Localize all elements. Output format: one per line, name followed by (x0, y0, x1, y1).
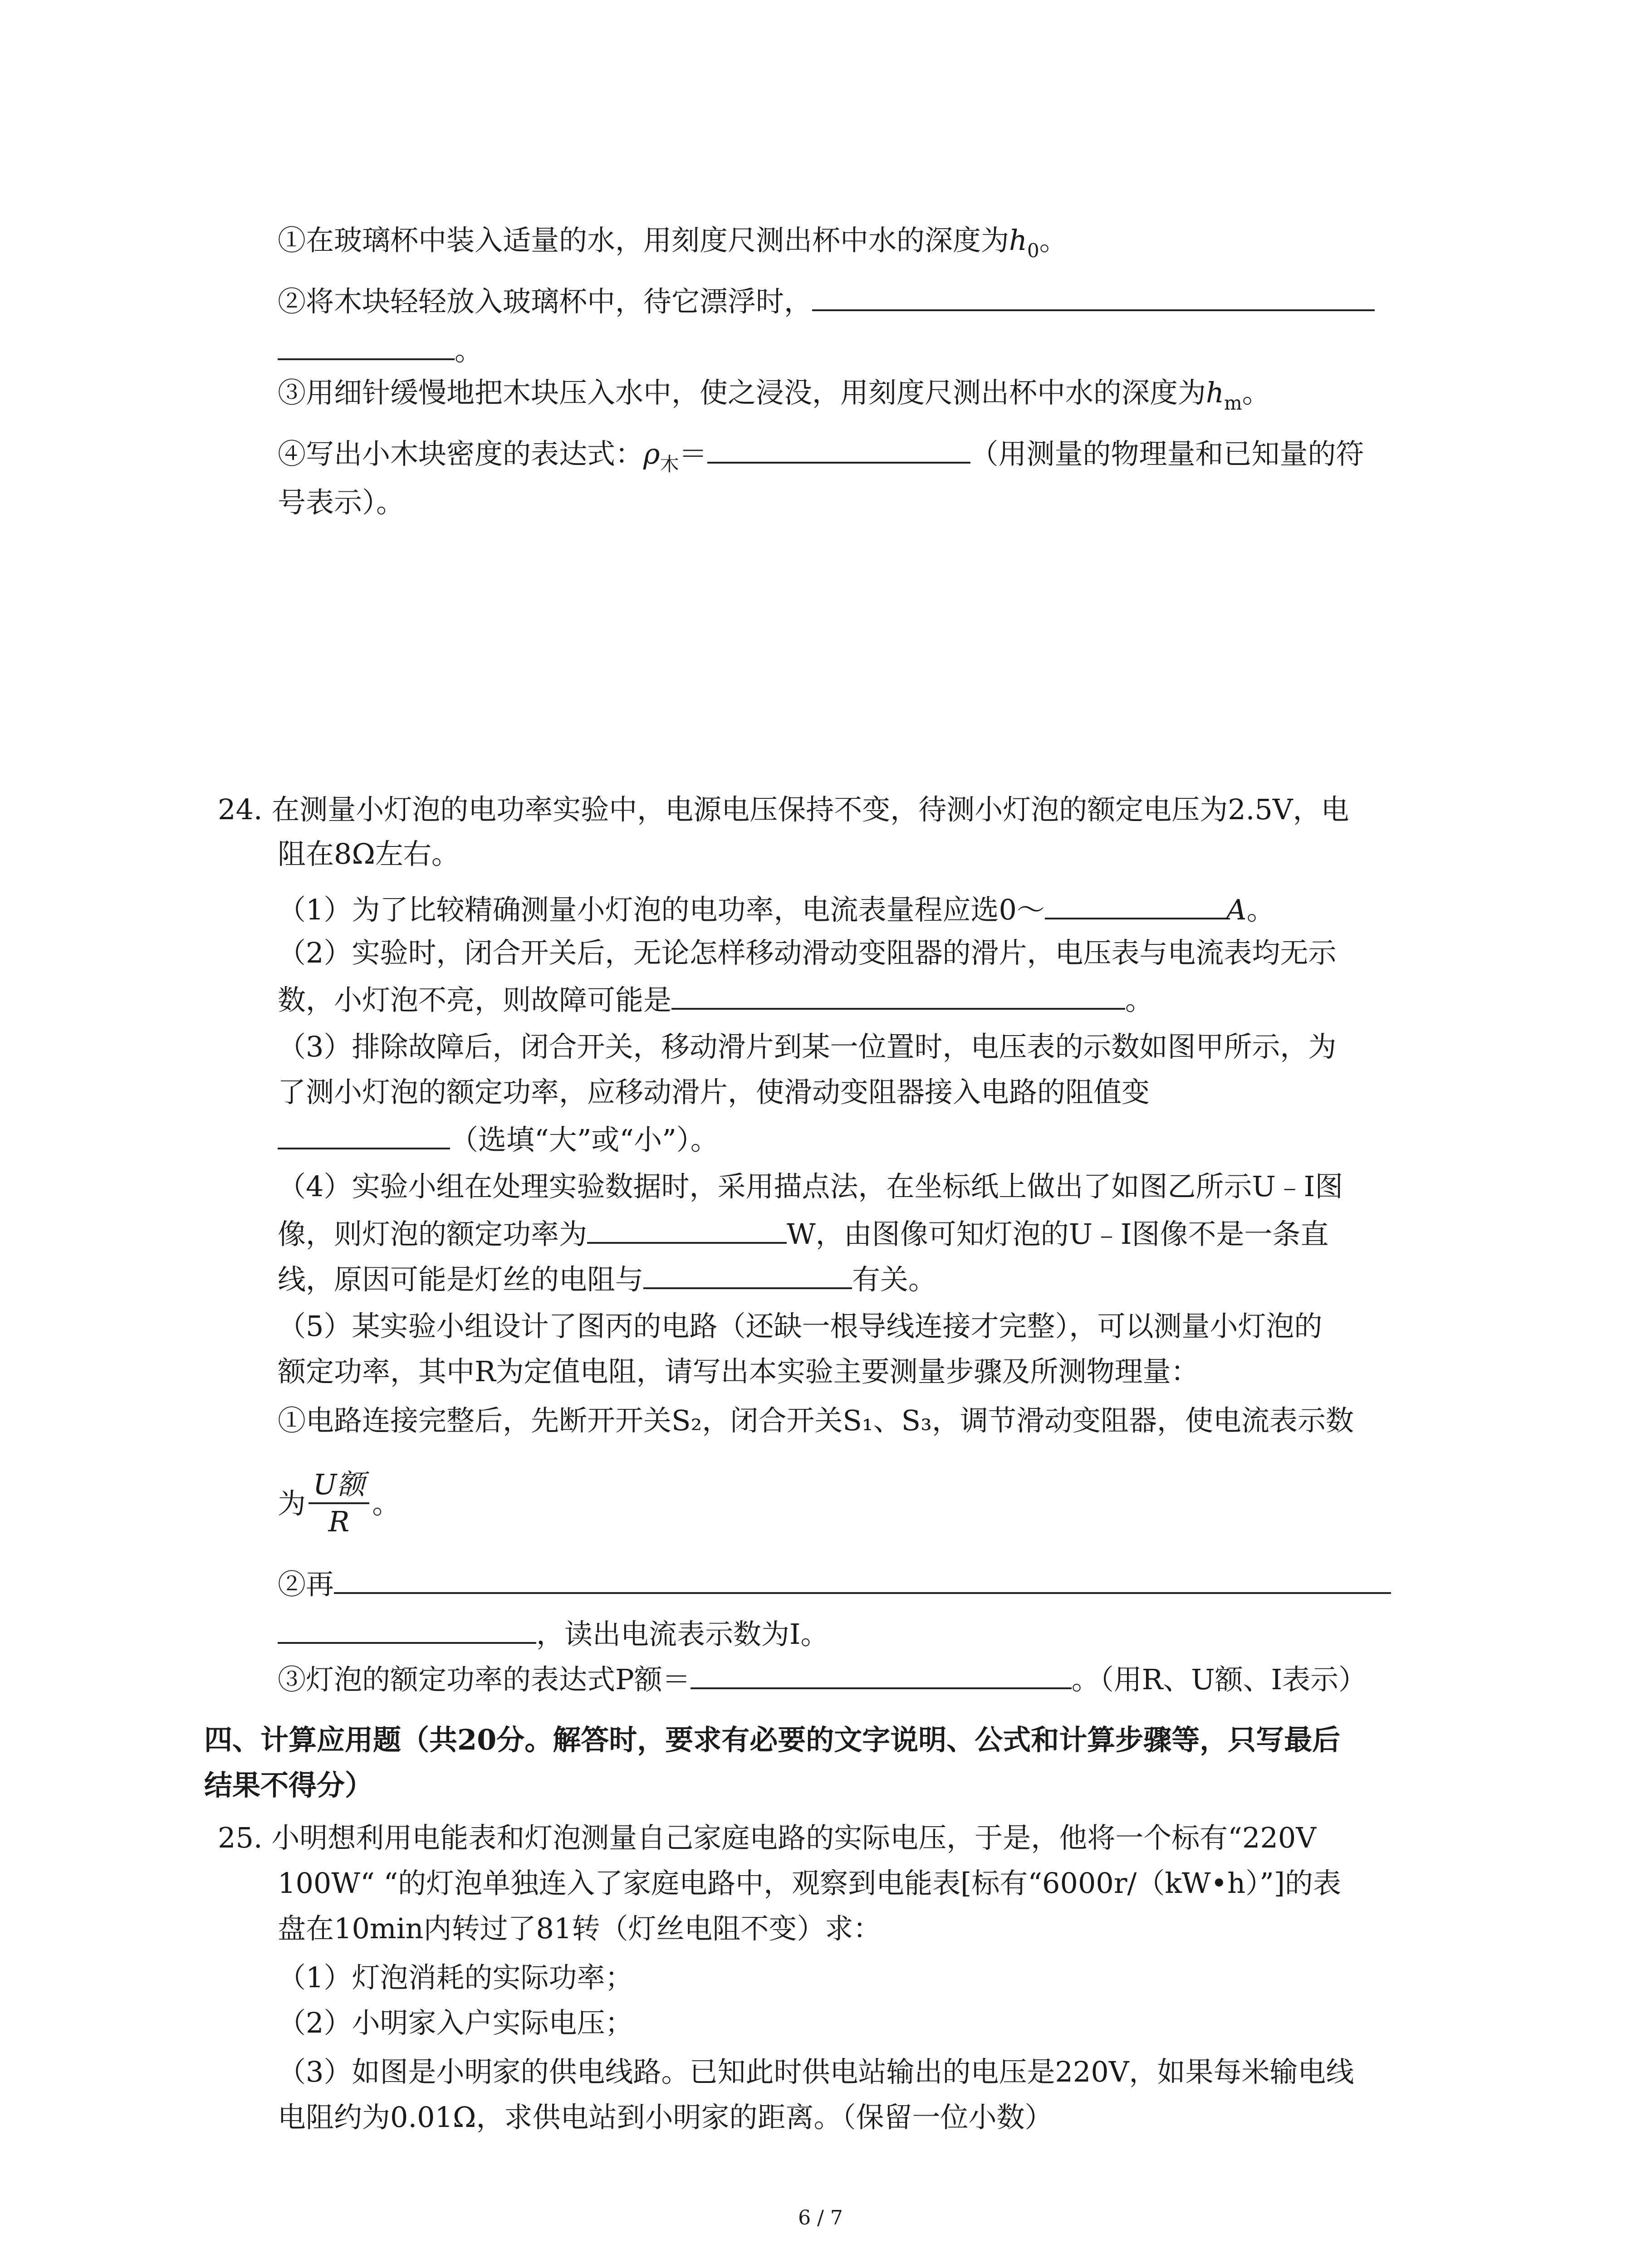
q24-part-5-line-3: ①电路连接完整后，先断开开关S₂，闭合开关S₁、S₃，调节滑动变阻器，使电流表示数 (278, 1404, 1354, 1437)
page-number: 6 / 7 (798, 2206, 843, 2229)
q24-part-5-zai: ②再 (278, 1568, 334, 1601)
step-3 (278, 376, 1270, 414)
q24-part-2-end: 。 (1125, 983, 1154, 1017)
step-2-blank-a[interactable] (812, 282, 1375, 311)
q24-part-4-blank-a[interactable] (587, 1215, 787, 1244)
step-4-rho: ρ (643, 437, 660, 470)
q24-part-4-line-1: （4）实验小组在处理实验数据时，采用描点法，在坐标纸上做出了如图乙所示U﹣I图 (278, 1170, 1343, 1203)
q24-fraction-denominator: R (328, 1505, 350, 1538)
step-1 (278, 223, 1068, 262)
step-2 (278, 282, 1375, 317)
q24-part-3-line-1: （3）排除故障后，闭合开关，移动滑片到某一位置时，电压表的示数如图甲所示，为 (278, 1030, 1337, 1063)
q25-line-7: 电阻约为0.01Ω，求供电站到小明家的距离。（保留一位小数） (278, 2101, 1053, 2134)
step-2-text: ②将木块轻轻放入玻璃杯中，待它漂浮时， (278, 285, 813, 318)
q24-part-2-line-1: （2）实验时，闭合开关后，无论怎样移动滑动变阻器的滑片，电压表与电流表均无示 (278, 936, 1337, 969)
q25-line-1: 25. 小明想利用电能表和灯泡测量自己家庭电路的实际电压，于是，他将一个标有“220V (218, 1821, 1317, 1854)
step-4-blank[interactable] (707, 435, 970, 464)
section-4-title-line-1: 四、计算应用题（共20分。解答时，要求有必要的文字说明、公式和计算步骤等，只写最后 (204, 1723, 1341, 1756)
q24-part-5-line-4 (278, 1465, 400, 1542)
q24-part-1-end: 。 (1246, 893, 1275, 926)
q24-part-3-text: （选填“大”或“小”）。 (450, 1123, 719, 1156)
q24-fraction-numerator: U额 (309, 1467, 369, 1504)
step-3-sub: m (1224, 392, 1242, 414)
q24-part-5-wei: 为 (278, 1487, 306, 1520)
step-1-text: ①在玻璃杯中装入适量的水，用刻度尺测出杯中水的深度为 (278, 224, 1009, 257)
q24-part-5-line-5 (278, 1565, 1391, 1599)
q24-part-2-line-2 (278, 981, 1153, 1015)
q25-line-4: （1）灯泡消耗的实际功率； (278, 1961, 633, 1994)
step-3-end: 。 (1242, 376, 1270, 409)
q24-part-4-text-b: W，由图像可知灯泡的U﹣I图像不是一条直 (787, 1217, 1329, 1251)
q24-part-5-line-6 (278, 1615, 829, 1649)
q24-part-2-text: 数，小灯泡不亮，则故障可能是 (278, 983, 672, 1017)
q24-part-4-line-2 (278, 1215, 1329, 1249)
q24-part-5-expr: ③灯泡的额定功率的表达式P额＝ (278, 1663, 691, 1696)
q24-part-3-line-3 (278, 1120, 719, 1155)
step-4 (278, 435, 1364, 475)
step-4-sub: 木 (660, 453, 679, 475)
q24-part-1-unit: A (1226, 893, 1247, 926)
q24-part-5-blank-c[interactable] (691, 1660, 1072, 1689)
q24-part-4-text-a: 像，则灯泡的额定功率为 (278, 1217, 588, 1251)
q24-part-4-line-3 (278, 1260, 936, 1295)
q24-part-5-line-1: （5）某实验小组设计了图丙的电路（还缺一根导线连接才完整），可以测量小灯泡的 (278, 1310, 1323, 1343)
q24-part-1-text: （1）为了比较精确测量小灯泡的电功率，电流表量程应选0～ (278, 893, 1045, 926)
q25-line-2: 100W“ “的灯泡单独连入了家庭电路中，观察到电能表[标有“6000r/（kW•h）”]的表 (278, 1867, 1342, 1900)
q25-line-5: （2）小明家入户实际电压； (278, 2006, 633, 2039)
q25-line-3: 盘在10min内转过了81转（灯丝电阻不变）求： (278, 1912, 882, 1945)
q24-part-1 (278, 890, 1275, 925)
step-1-var: h (1009, 224, 1027, 257)
q24-part-3-blank[interactable] (278, 1120, 450, 1149)
q24-part-4-text-d: 有关。 (852, 1263, 937, 1296)
step-2-blank-b[interactable] (278, 331, 455, 360)
q24-part-5-line-7 (278, 1660, 1367, 1695)
step-4-text: ④写出小木块密度的表达式： (278, 437, 644, 470)
q24-part-2-blank[interactable] (671, 981, 1125, 1010)
step-1-end: 。 (1039, 224, 1068, 257)
q24-fraction (309, 1467, 369, 1540)
step-2-cont (278, 331, 483, 366)
q24-part-4-blank-b[interactable] (643, 1260, 852, 1289)
step-3-var: h (1206, 376, 1224, 409)
q24-part-5-tail: 。（用R、U额、I表示） (1071, 1663, 1367, 1696)
q24-line-1: 24. 在测量小灯泡的电功率实验中，电源电压保持不变，待测小灯泡的额定电压为2.5V，电 (218, 793, 1349, 826)
q24-part-4-text-c: 线，原因可能是灯丝的电阻与 (278, 1263, 644, 1296)
step-1-sub: 0 (1027, 240, 1039, 262)
step-4-eq: ＝ (679, 437, 707, 470)
step-4-cont (278, 485, 404, 520)
section-4-title-line-2: 结果不得分） (204, 1769, 373, 1802)
step-4-tail2: 号表示）。 (278, 486, 405, 519)
q24-part-5-read: ，读出电流表示数为I。 (536, 1618, 829, 1651)
step-3-text: ③用细针缓慢地把木块压入水中，使之浸没，用刻度尺测出杯中水的深度为 (278, 376, 1206, 409)
q25-line-6: （3）如图是小明家的供电线路。已知此时供电站输出的电压是220V，如果每米输电线 (278, 2055, 1354, 2088)
q24-part-5-line-2: 额定功率，其中R为定值电阻，请写出本实验主要测量步骤及所测物理量： (278, 1355, 1199, 1388)
q24-part-5-period: 。 (372, 1487, 401, 1520)
q24-part-3-line-2: 了测小灯泡的额定功率，应移动滑片，使滑动变阻器接入电路的阻值变 (278, 1075, 1150, 1109)
q24-line-2: 阻在8Ω左右。 (278, 837, 460, 870)
q24-part-5-blank-b[interactable] (278, 1615, 536, 1644)
q24-part-5-blank-a[interactable] (334, 1565, 1391, 1594)
q24-part-1-blank[interactable] (1045, 890, 1226, 919)
step-2-end: 。 (455, 334, 483, 367)
step-4-tail: （用测量的物理量和已知量的符 (970, 437, 1364, 470)
